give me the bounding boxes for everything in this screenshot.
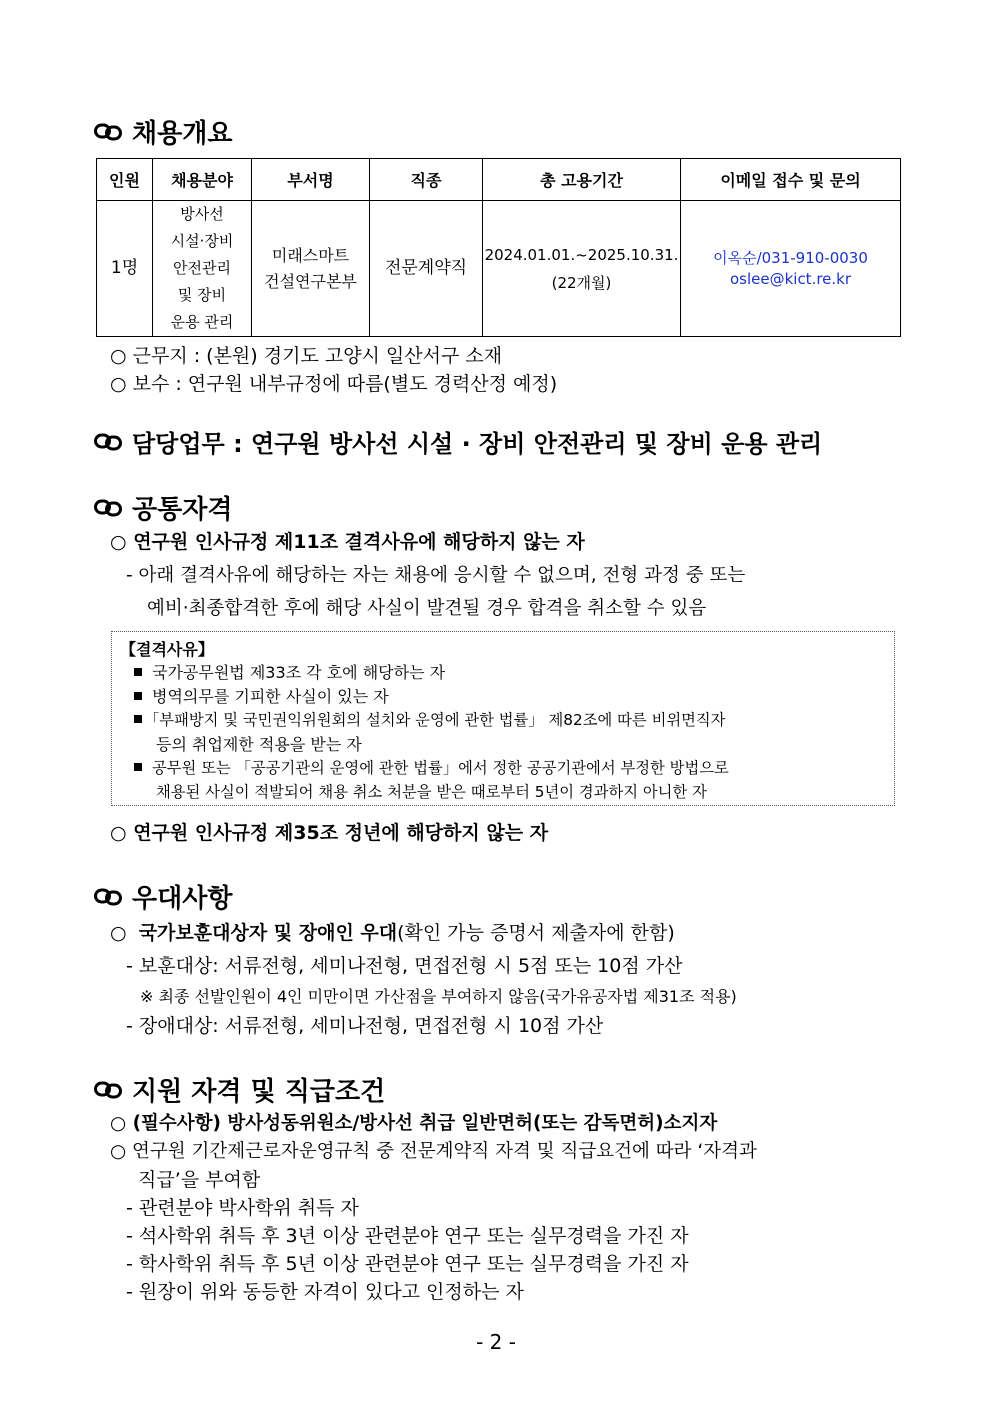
qualification-rule-2: 직급’을 부여함 xyxy=(138,1169,261,1191)
preference-item: ○ 국가보훈대상자 및 장애인 우대(확인 가능 증명서 제출자에 한함) xyxy=(110,922,675,944)
qualification-required: ○ (필수사항) 방사성동위원소/방사선 취급 일반면허(또는 감독면허)소지자 xyxy=(110,1113,718,1134)
box-item-cont: 등의 취업제한 적용을 받는 자 xyxy=(156,735,362,754)
workplace-text: ○ 근무지 : (본원) 경기도 고양시 일산서구 소재 xyxy=(110,345,503,367)
header-dept: 부서명 xyxy=(252,159,370,201)
cell-dept: 미래스마트 건설연구본부 xyxy=(252,201,370,337)
preference-note: ※ 최종 선발인원이 4인 미만이면 가산점을 부여하지 않음(국가유공자법 제31조 적용) xyxy=(140,987,737,1006)
disqualification-box xyxy=(111,631,895,806)
recruitment-table xyxy=(96,158,901,337)
common-item-2: ○ 연구원 인사규정 제35조 정년에 해당하지 않는 자 xyxy=(110,822,549,844)
box-item: 「부패방지 및 국민권익위원회의 설치와 운영에 관한 법률」 제82조에 따른 비위면직자 xyxy=(134,708,725,730)
header-count: 인원 xyxy=(97,159,153,201)
link-icon xyxy=(94,499,122,517)
box-item: 공무원 또는 「공공기관의 운영에 관한 법률」에서 정한 공공기관에서 부정한 방법으로 xyxy=(134,756,729,778)
cell-contact xyxy=(681,201,901,337)
cell-count: 1명 xyxy=(97,201,153,337)
contact-email[interactable]: oslee@kict.re.kr xyxy=(729,269,852,288)
qualification-item: - 석사학위 취득 후 3년 이상 관련분야 연구 또는 실무경력을 가진 자 xyxy=(126,1225,689,1247)
page-number: - 2 - xyxy=(476,1330,516,1354)
qualification-item: - 원장이 위와 동등한 자격이 있다고 인정하는 자 xyxy=(126,1281,524,1303)
qualification-item: - 관련분야 박사학위 취득 자 xyxy=(126,1197,359,1219)
box-item-cont: 채용된 사실이 적발되어 채용 취소 처분을 받은 때로부터 5년이 경과하지 아니한 자 xyxy=(156,783,707,801)
square-bullet-icon xyxy=(134,763,142,771)
link-icon xyxy=(94,433,122,451)
link-icon xyxy=(94,123,122,141)
header-period: 총 고용기간 xyxy=(483,159,681,201)
preference-disabled: - 장애대상: 서류전형, 세미나전형, 면접전형 시 10점 가산 xyxy=(126,1015,604,1037)
contact-phone: 이옥순/031-910-0030 xyxy=(713,248,868,267)
table-header-row xyxy=(97,159,901,201)
common-desc-2: 예비·최종합격한 후에 해당 사실이 발견될 경우 합격을 취소할 수 있음 xyxy=(147,598,707,619)
cell-period: 2024.01.01.~2025.10.31. (22개월) xyxy=(483,201,681,337)
square-bullet-icon xyxy=(134,715,142,723)
header-job: 직종 xyxy=(370,159,483,201)
section-heading-qualification: 지원 자격 및 직급조건 xyxy=(94,1071,385,1108)
common-item-1: ○ 연구원 인사규정 제11조 결격사유에 해당하지 않는 자 xyxy=(110,531,585,553)
cell-job: 전문계약직 xyxy=(370,201,483,337)
header-field: 채용분야 xyxy=(153,159,252,201)
section-heading-overview: 채용개요 xyxy=(94,113,232,150)
qualification-rule-1: ○ 연구원 기간제근로자운영규칙 중 전문계약직 자격 및 직급요건에 따라 ‘자격과 xyxy=(110,1141,757,1162)
section-heading-duty: 담당업무 : 연구원 방사선 시설 · 장비 안전관리 및 장비 운용 관리 xyxy=(94,424,822,459)
common-desc-1: - 아래 결격사유에 해당하는 자는 채용에 응시할 수 없으며, 전형 과정 중 또는 xyxy=(126,565,746,586)
link-icon xyxy=(94,1081,122,1099)
section-heading-common: 공통자격 xyxy=(94,489,232,526)
box-item: 병역의무를 기피한 사실이 있는 자 xyxy=(134,684,389,707)
box-item: 국가공무원법 제33조 각 호에 해당하는 자 xyxy=(134,660,445,683)
box-title: 【결격사유】 xyxy=(120,640,214,659)
section-heading-preference: 우대사항 xyxy=(94,878,232,915)
square-bullet-icon xyxy=(134,692,142,700)
cell-field: 방사선 시설·장비 안전관리 및 장비 운용 관리 xyxy=(153,201,252,337)
square-bullet-icon xyxy=(134,668,142,676)
preference-veterans: - 보훈대상: 서류전형, 세미나전형, 면접전형 시 5점 또는 10점 가산 xyxy=(126,955,683,977)
table-row xyxy=(97,201,901,337)
link-icon xyxy=(94,888,122,906)
header-contact: 이메일 접수 및 문의 xyxy=(681,159,901,201)
qualification-item: - 학사학위 취득 후 5년 이상 관련분야 연구 또는 실무경력을 가진 자 xyxy=(126,1253,689,1275)
salary-text: ○ 보수 : 연구원 내부규정에 따름(별도 경력산정 예정) xyxy=(110,373,558,395)
